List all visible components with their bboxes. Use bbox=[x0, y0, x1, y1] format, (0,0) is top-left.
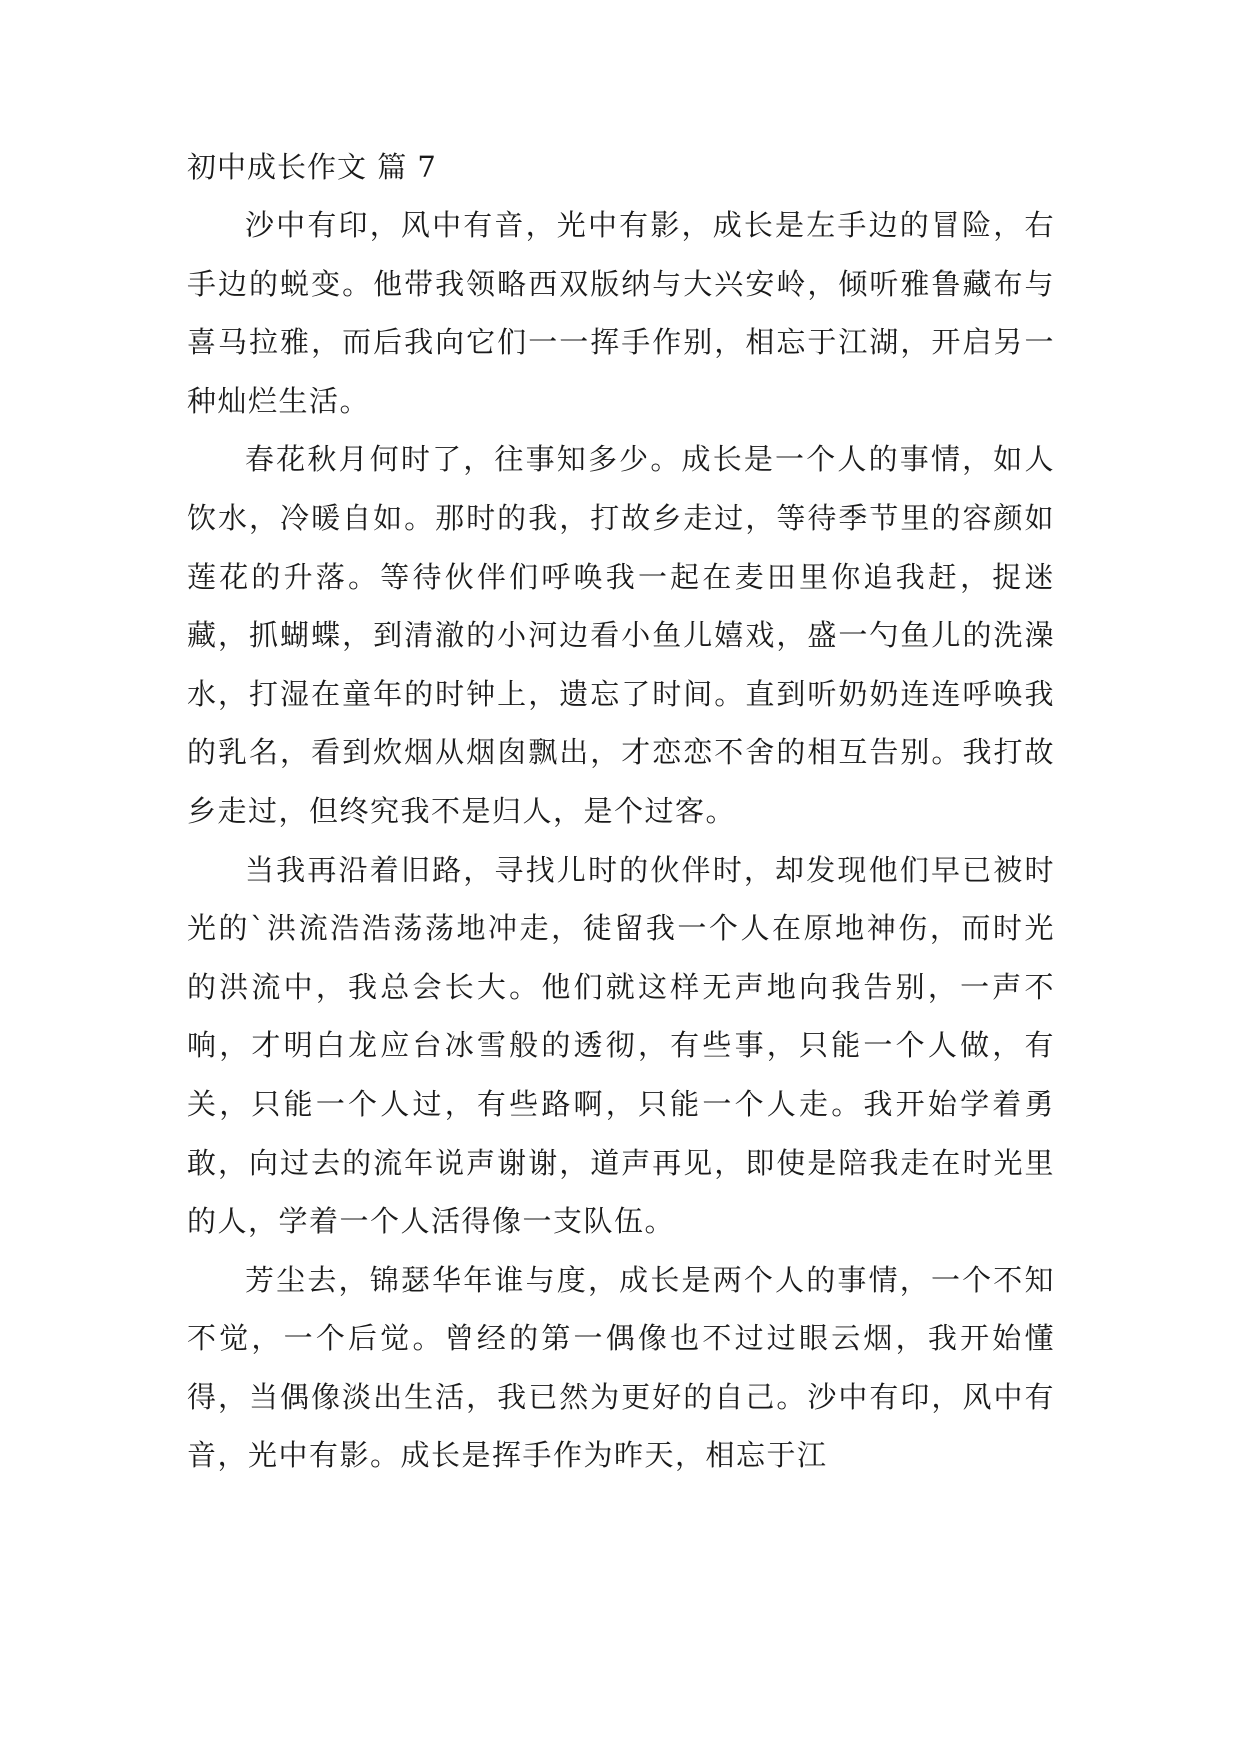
paragraph-3: 当我再沿着旧路，寻找儿时的伙伴时，却发现他们早已被时光的`洪流浩浩荡荡地冲走，徒留我一个人在原地神伤，而时光的洪流中，我总会长大。他们就这样无声地向我告别，一声不响，才明白龙应台冰雪般的透彻，有些事，只能一个人做，有关，只能一个人过，有些路啊，只能一个人走。我开始学着勇敢，向过去的流年说声谢谢，道声再见，即使是陪我走在时光里的人，学着一个人活得像一支队伍。 bbox=[187, 852, 1055, 1239]
document-page bbox=[187, 138, 1055, 1485]
paragraph-4: 芳尘去，锦瑟华年谁与度，成长是两个人的事情，一个不知不觉，一个后觉。曾经的第一偶像也不过过眼云烟，我开始懂得，当偶像淡出生活，我已然为更好的自己。沙中有印，风中有音，光中有影。成长是挥手作为昨天，相忘于江 bbox=[187, 1262, 1055, 1473]
paragraph-2: 春花秋月何时了，往事知多少。成长是一个人的事情，如人饮水，冷暖自如。那时的我，打故乡走过，等待季节里的容颜如莲花的升落。等待伙伴们呼唤我一起在麦田里你追我赶，捉迷藏，抓蝴蝶，到清澈的小河边看小鱼儿嬉戏，盛一勺鱼儿的洗澡水，打湿在童年的时钟上，遗忘了时间。直到听奶奶连连呼唤我的乳名，看到炊烟从烟囱飘出，才恋恋不舍的相互告别。我打故乡走过，但终究我不是归人，是个过客。 bbox=[187, 442, 1055, 828]
document-title: 初中成长作文 篇 7 bbox=[187, 150, 437, 184]
paragraph-1: 沙中有印，风中有音，光中有影，成长是左手边的冒险，右手边的蜕变。他带我领略西双版纳与大兴安岭，倾听雅鲁藏布与喜马拉雅，而后我向它们一一挥手作别，相忘于江湖，开启另一种灿烂生活。 bbox=[187, 208, 1055, 418]
